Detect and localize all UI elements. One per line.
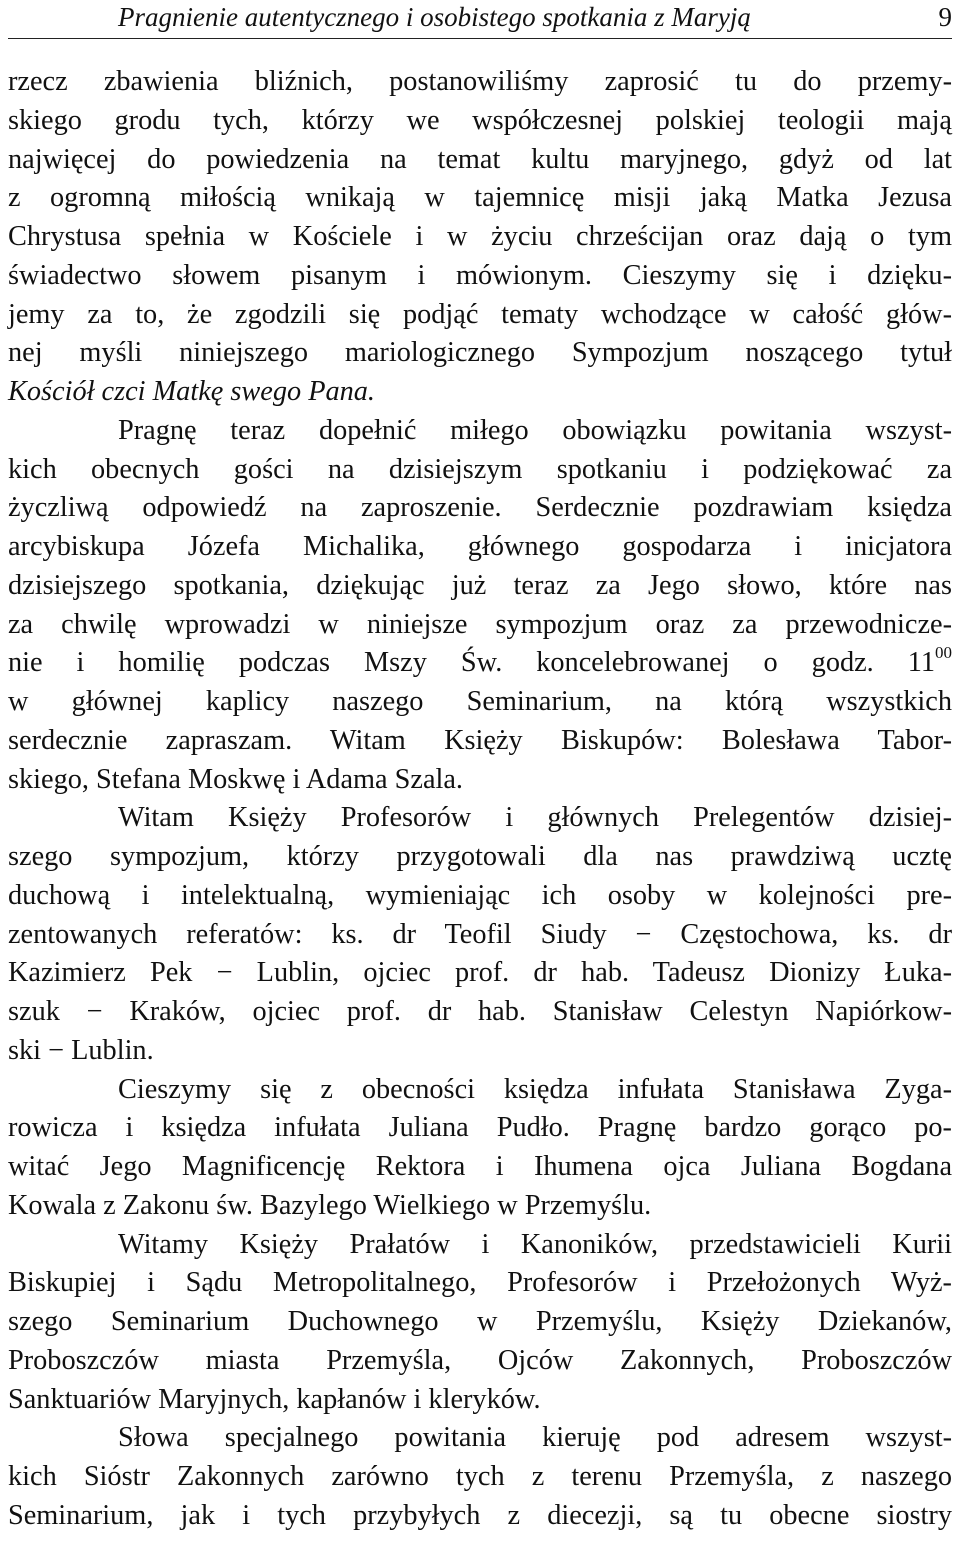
text-line-content: dzisiejszego spotkania, dziękując już teraz za Jego słowo, które nas	[8, 569, 952, 601]
body-text	[8, 63, 952, 1536]
superscript: 00	[935, 643, 952, 663]
text-line-content: nej myśli niniejszego mariologicznego Sympozjum noszącego tytuł	[8, 337, 952, 369]
text-line	[8, 489, 952, 528]
document-page	[8, 0, 952, 1536]
text-line-content: życzliwą odpowiedź na zaproszenie. Serdecznie pozdrawiam księdza	[8, 492, 952, 524]
text-line-content: ski − Lublin.	[8, 1034, 154, 1066]
text-line-content: szego Seminarium Duchownego w Przemyślu, Księży Dziekanów,	[8, 1306, 952, 1337]
text-line-content: Kościół czci Matkę swego Pana.	[8, 376, 376, 407]
text-line	[8, 412, 952, 451]
text-line	[8, 451, 952, 490]
text-line	[8, 838, 952, 877]
text-line-content: szuk − Kraków, ojciec prof. dr hab. Stanisław Celestyn Napiórkow-	[8, 996, 952, 1027]
text-line-content: rzecz zbawienia bliźnich, postanowiliśmy zaprosić tu do przemy-	[8, 66, 952, 97]
text-line-content: świadectwo słowem pisanym i mówionym. Cieszymy się i dzięku-	[8, 259, 952, 291]
text-line	[8, 1458, 952, 1497]
text-line-content: Sanktuariów Maryjnych, kapłanów i kleryków.	[8, 1383, 541, 1415]
text-line-content: serdecznie zapraszam. Witam Księży Biskupów: Bolesława Tabor-	[8, 724, 952, 756]
text-line	[8, 63, 952, 102]
text-line-content: w głównej kaplicy naszego Seminarium, na którą wszystkich	[8, 686, 952, 717]
text-line	[8, 606, 952, 645]
text-line	[8, 141, 952, 180]
text-line	[8, 257, 952, 296]
text-line	[8, 993, 952, 1032]
text-line	[8, 877, 952, 916]
text-line-content: Proboszczów miasta Przemyśla, Ojców Zakonnych, Proboszczów	[8, 1344, 952, 1376]
text-line	[8, 1419, 952, 1458]
text-line-content: arcybiskupa Józefa Michalika, głównego gospodarza i inicjatora	[8, 531, 952, 562]
text-line-content: nie i homilię podczas Mszy Św. koncelebrowanej o godz. 11	[8, 647, 935, 679]
text-line-content: najwięcej do powiedzenia na temat kultu maryjnego, gdyż od lat	[8, 143, 952, 175]
text-line-content: Witam Księży Profesorów i głównych Prelegentów dzisiej-	[118, 802, 952, 834]
text-line-content: Pragnę teraz dopełnić miłego obowiązku powitania wszyst-	[118, 414, 952, 446]
text-line	[8, 722, 952, 761]
text-line-content: kich obecnych gości na dzisiejszym spotkaniu i podziękować za	[8, 453, 952, 485]
text-line	[8, 179, 952, 218]
text-line	[8, 1381, 952, 1420]
text-line-content: Cieszymy się z obecności księdza infułata Stanisława Zyga-	[118, 1073, 952, 1105]
text-line	[8, 1032, 952, 1071]
text-line	[8, 1148, 952, 1187]
text-line	[8, 644, 952, 683]
text-line-content: za chwilę wprowadzi w niniejsze sympozjum oraz za przewodnicze-	[8, 608, 952, 640]
text-line	[8, 761, 952, 800]
text-line	[8, 1264, 952, 1303]
page-number: 9	[938, 2, 952, 32]
text-line	[8, 1303, 952, 1342]
text-line-content: Słowa specjalnego powitania kieruję pod adresem wszyst-	[118, 1422, 952, 1454]
text-line-content: zentowanych referatów: ks. dr Teofil Siudy − Częstochowa, ks. dr	[8, 918, 952, 950]
text-line	[8, 1342, 952, 1381]
text-line	[8, 954, 952, 993]
text-line-content: rowicza i księdza infułata Juliana Pudło. Pragnę bardzo gorąco po-	[8, 1112, 952, 1144]
text-line	[8, 1497, 952, 1536]
text-line	[8, 102, 952, 141]
text-line	[8, 296, 952, 335]
text-line-content: skiego grodu tych, którzy we współczesnej polskiej teologii mają	[8, 104, 952, 136]
text-line-content: szego sympozjum, którzy przygotowali dla nas prawdziwą ucztę	[8, 841, 952, 872]
text-line-content: z ogromną miłością wnikają w tajemnicę misji jaką Matka Jezusa	[8, 182, 952, 214]
text-line	[8, 1109, 952, 1148]
text-line-content: Kowala z Zakonu św. Bazylego Wielkiego w Przemyślu.	[8, 1189, 652, 1221]
text-line	[8, 218, 952, 257]
text-line-content: Seminarium, jak i tych przybyłych z diecezji, są tu obecne siostry	[8, 1499, 952, 1531]
text-line	[8, 683, 952, 722]
text-line-content: Chrystusa spełnia w Kościele i w życiu chrześcijan oraz dają o tym	[8, 221, 952, 252]
text-line	[8, 799, 952, 838]
text-line-content: duchową i intelektualną, wymieniając ich osoby w kolejności pre-	[8, 879, 952, 911]
text-line-content: witać Jego Magnificencję Rektora i Ihumena ojca Juliana Bogdana	[8, 1151, 952, 1182]
text-line	[8, 334, 952, 373]
text-line	[8, 567, 952, 606]
text-line-content: skiego, Stefana Moskwę i Adama Szala.	[8, 763, 464, 795]
text-line	[8, 528, 952, 567]
running-header	[8, 0, 952, 39]
text-line-content: jemy za to, że zgodzili się podjąć tematy wchodzące w całość głów-	[8, 298, 952, 330]
text-line	[8, 373, 952, 412]
text-line	[8, 1226, 952, 1265]
text-line	[8, 1187, 952, 1226]
text-line-content: Kazimierz Pek − Lublin, ojciec prof. dr hab. Tadeusz Dionizy Łuka-	[8, 957, 952, 989]
text-line	[8, 916, 952, 955]
text-line-content: Witamy Księży Prałatów i Kanoników, przedstawicieli Kurii	[118, 1228, 952, 1260]
text-line-content: Biskupiej i Sądu Metropolitalnego, Profesorów i Przełożonych Wyż-	[8, 1267, 952, 1299]
text-line	[8, 1071, 952, 1110]
header-title: Pragnienie autentycznego i osobistego spotkania z Maryją	[118, 2, 751, 32]
text-line-content: kich Sióstr Zakonnych zarówno tych z terenu Przemyśla, z naszego	[8, 1461, 952, 1492]
